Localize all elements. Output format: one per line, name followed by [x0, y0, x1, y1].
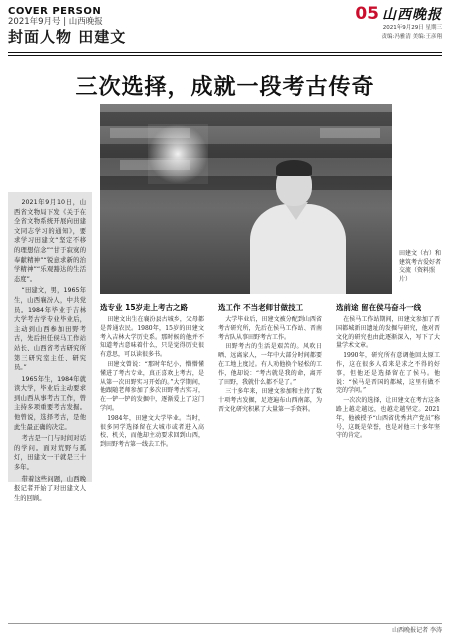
- subhead: 选前途 留在侯马奋斗一线: [336, 303, 422, 312]
- subhead: 选工作 不当老师甘做技工: [218, 303, 304, 312]
- article-column-1: [100, 300, 204, 618]
- intro-paragraph: 带着这些问题，山西晚报记者开始了对田建文人生的回顾。: [14, 475, 86, 502]
- article-paragraph: 在侯马工作站期间，田建文参加了晋国都城新田遗址的发掘与研究，他对晋文化的研究也由此逐渐深入，写下了大量学术文章。: [336, 316, 440, 350]
- article-paragraph: 1984年，田建文大学毕业。当时，很多同学选择留在大城市或者进入高校、机关，而他却主动要求回到山西，到田野考古第一线去工作。: [100, 414, 204, 449]
- article-body: [100, 300, 442, 618]
- issue-meta-editors: 责编:冯雅清 美编:王彦翔: [381, 34, 442, 40]
- photo-shelf: [100, 176, 392, 190]
- article-paragraph: 一次次的选择，让田建文在考古这条路上越走越远，也越走越坚定。2021年，他被授予“山西省优秀共产党员”称号，这既是荣誉，也是对他三十多年坚守的肯定。: [336, 397, 440, 440]
- article-paragraph: 田建文曾说：“那时年纪小，懵懵懂懂进了考古专业，真正喜欢上考古，是从第一次田野实习开始的。”大学期间，他跟随老师参加了多次田野考古实习，在一铲一铲的发掘中，逐渐爱上了这门学问。: [100, 360, 204, 412]
- issue-date: 2021年9月号 | 山西晚报: [8, 17, 103, 27]
- photo-caption: 田建文（右）和建筑考古爱好者交流（资料照片）: [399, 250, 442, 283]
- intro-paragraph: 2021年9月10日，山西省文物局下发《关于在全省文物系统开展向田建文同志学习的通知》，要求学习田建文“坚定不移的理想信念”“甘于寂寞的奉献精神”“锐意求新的治学精神”“乐观豁达的生活态度”。: [14, 199, 86, 283]
- header-rule-thin: [8, 55, 442, 56]
- intro-sidebar: [8, 192, 92, 502]
- issue-meta-date: 2021年9月29日 星期三: [382, 25, 442, 31]
- photo-boxes: [320, 128, 380, 138]
- article-paragraph: 大学毕业后，田建文被分配到山西省考古研究所，先后在侯马工作站、晋南考古队从事田野考古工作。: [218, 316, 322, 341]
- header-rule: [8, 52, 442, 53]
- footer-rule: [8, 623, 442, 624]
- article-column-3: [336, 300, 440, 618]
- subhead: 选专业 15岁走上考古之路: [100, 303, 189, 312]
- article-paragraph: 1990年，研究所有意调他回太原工作，这在很多人看来是求之不得的好事，但他还是选择留在了侯马。他说：“侯马是晋国的都城，这里有做不完的学问。”: [336, 352, 440, 395]
- intro-paragraph: 1965年生，1984年就读大学，毕业后主动要求到山西从事考古工作，曾主持多项重要考古发掘。他曾说，选择考古，是他此生最正确的决定。: [14, 375, 86, 431]
- photo-shelf: [100, 144, 392, 158]
- article-paragraph: 三十多年来，田建文参加和主持了数十项考古发掘，足迹遍布山西南部，为晋文化研究积累了大量第一手资料。: [218, 388, 322, 413]
- photo-person-body: [250, 204, 346, 294]
- page-number: 05: [355, 4, 379, 24]
- masthead-logo: 山西晚报: [382, 7, 442, 23]
- byline: 山西晚报记者 李涛: [392, 627, 442, 634]
- header-right: [282, 6, 442, 41]
- header-left: [8, 6, 208, 46]
- page-headline: 三次选择，成就一段考古传奇: [75, 75, 375, 100]
- photo-shelf: [100, 112, 392, 126]
- article-paragraph: 田建文出生在襄汾县古城乡，父母都是普通农民。1980年，15岁的田建文考入吉林大学历史系。那时候的他并不知道考古意味着什么，只是觉得历史很有意思，可以读很多书。: [100, 316, 204, 359]
- article-paragraph: 田野考古的生活是艰苦的。风吹日晒、远离家人，一年中大部分时间都要在工地上度过。有人劝他换个轻松的工作，他却说：“考古就是我的命，离开了田野，我就什么都不是了。”: [218, 343, 322, 386]
- article-column-2: [218, 300, 322, 618]
- cover-label: COVER PERSON: [8, 6, 102, 17]
- intro-paragraph: 考古是一门与时间对话的学问。面对荒野与孤灯，田建文一干就是三十多年。: [14, 435, 86, 472]
- photo-person-hair: [276, 160, 312, 176]
- feature-photo: [100, 104, 392, 294]
- photo-light: [148, 124, 208, 184]
- intro-paragraph: “田建文，男，1965年生，山西襄汾人，中共党员。1984年毕业于吉林大学考古学专业毕业后，主动到山西参加田野考古，先后担任侯马工作站站长、山西省考古研究所第三研究室主任、研究员。”: [14, 287, 86, 372]
- section-title: 封面人物 田建文: [8, 28, 127, 46]
